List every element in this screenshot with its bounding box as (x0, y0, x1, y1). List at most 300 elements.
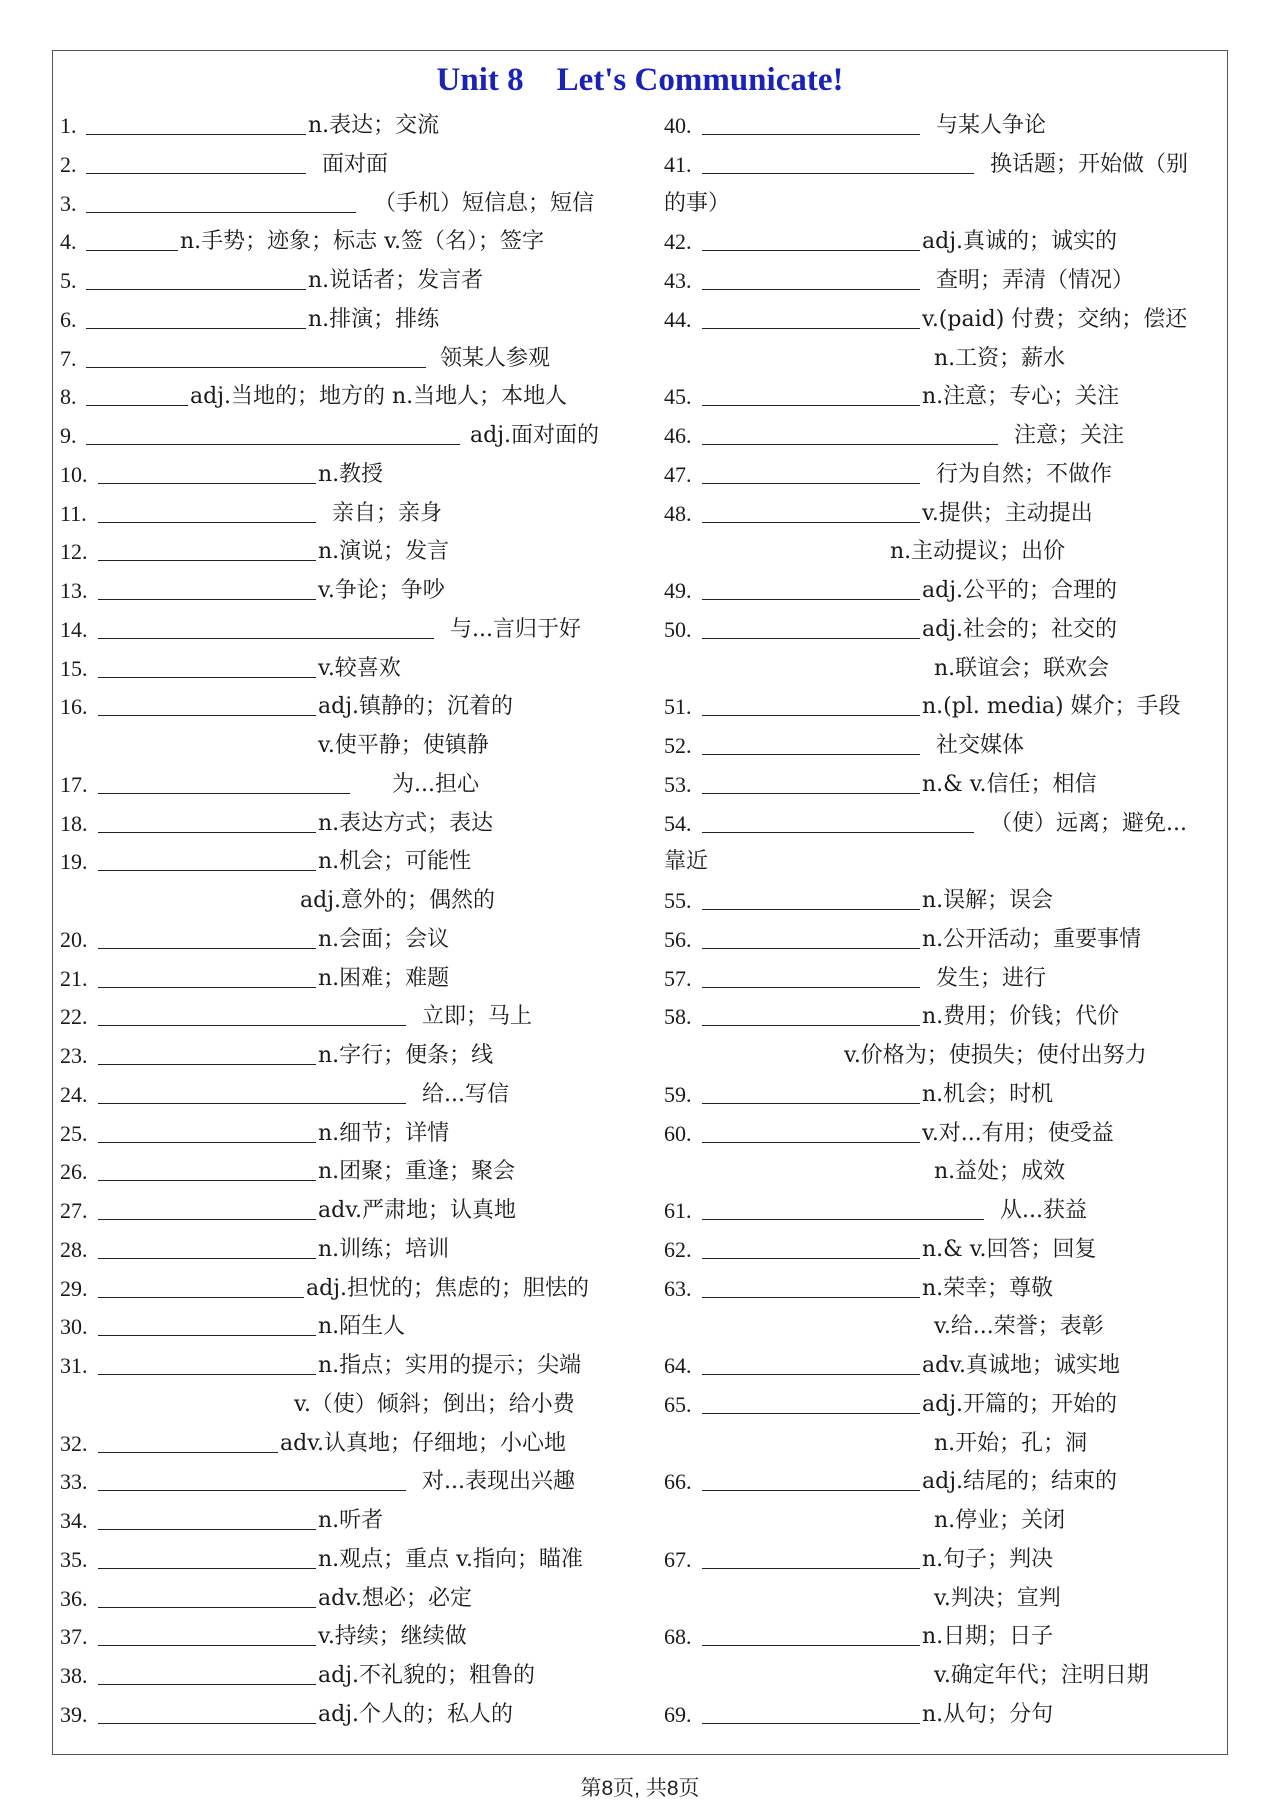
answer-blank[interactable] (98, 458, 316, 484)
definition-text: 立即；马上 (422, 1004, 533, 1030)
vocab-item (60, 1659, 620, 1693)
vocab-item (60, 535, 620, 569)
definition-text: （使）远离；避免... (990, 810, 1187, 836)
answer-blank[interactable] (98, 1155, 316, 1181)
definition-text: 注意；关注 (1014, 423, 1125, 448)
definition-text: n.句子；判决 (922, 1546, 1054, 1572)
vocab-item (60, 1582, 620, 1616)
definition-text: n.指点；实用的提示；尖端 (318, 1353, 582, 1378)
vocab-item (60, 419, 620, 453)
answer-blank[interactable] (98, 1427, 278, 1453)
item-number: 18. (60, 810, 88, 836)
answer-blank[interactable] (98, 845, 316, 871)
item-number: 2. (60, 151, 77, 177)
definition-text: adj.结尾的；结束的 (922, 1469, 1118, 1495)
item-number: 7. (60, 345, 77, 371)
vocab-item (664, 923, 1224, 957)
answer-blank[interactable] (702, 380, 920, 406)
vocab-item (664, 1388, 1224, 1422)
answer-blank[interactable] (98, 1504, 316, 1530)
item-number: 50. (664, 616, 692, 642)
answer-blank[interactable] (86, 303, 306, 329)
vocab-item (60, 1117, 620, 1151)
vocab-item-continuation (664, 1427, 1224, 1461)
vocab-item (60, 768, 620, 802)
vocab-item (664, 148, 1224, 182)
item-number: 60. (664, 1120, 692, 1146)
item-number: 46. (664, 423, 692, 448)
answer-blank[interactable] (702, 458, 920, 484)
item-number: 67. (664, 1546, 692, 1572)
answer-blank[interactable] (702, 574, 920, 600)
item-number: 68. (664, 1624, 692, 1650)
definition-text: adj.当地的；地方的 n.当地人；本地人 (190, 384, 568, 410)
vocab-item (664, 1233, 1224, 1267)
definition-text: 与...言归于好 (450, 616, 581, 642)
answer-blank[interactable] (98, 652, 316, 678)
vocab-item (664, 613, 1224, 647)
answer-blank[interactable] (86, 225, 178, 251)
vocab-item-continuation (664, 1659, 1224, 1693)
definition-continuation: v.确定年代；注明日期 (934, 1663, 1149, 1688)
definition-text: v.提供；主动提出 (922, 500, 1093, 526)
definition-text: n.费用；价钱；代价 (922, 1004, 1120, 1030)
definition-text: adv.严肃地；认真地 (318, 1198, 517, 1223)
item-number: 19. (60, 849, 88, 875)
answer-blank[interactable] (702, 1465, 920, 1491)
answer-blank[interactable] (702, 497, 920, 523)
answer-blank[interactable] (86, 148, 306, 174)
answer-blank[interactable] (702, 768, 920, 794)
vocab-item (60, 690, 620, 724)
answer-blank[interactable] (98, 535, 316, 561)
item-number: 17. (60, 771, 88, 797)
item-number: 54. (664, 810, 692, 836)
vocab-item (664, 884, 1224, 918)
answer-blank[interactable] (702, 1194, 984, 1220)
item-number: 56. (664, 926, 692, 952)
vocab-item-continuation (664, 535, 1224, 569)
answer-blank[interactable] (702, 690, 920, 716)
answer-blank[interactable] (702, 1698, 920, 1724)
definition-text: n.会面；会议 (318, 926, 450, 952)
item-number: 63. (664, 1275, 692, 1301)
answer-blank[interactable] (702, 923, 920, 949)
answer-blank[interactable] (98, 1039, 316, 1065)
item-number: 47. (664, 461, 692, 487)
item-number: 16. (60, 694, 88, 720)
answer-blank[interactable] (702, 419, 998, 445)
item-number: 39. (60, 1701, 88, 1727)
definition-text: n.排演；排练 (308, 306, 440, 332)
item-number: 66. (664, 1469, 692, 1495)
answer-blank[interactable] (98, 1698, 316, 1724)
vocab-item (60, 962, 620, 996)
definition-text: n.训练；培训 (318, 1236, 450, 1262)
vocab-item (664, 1000, 1224, 1034)
item-number: 26. (60, 1159, 88, 1185)
item-number: 64. (664, 1353, 692, 1378)
definition-text: 给...写信 (422, 1081, 509, 1107)
item-number: 45. (664, 384, 692, 410)
answer-blank[interactable] (702, 1117, 920, 1143)
item-number: 30. (60, 1314, 88, 1340)
vocab-item (60, 303, 620, 337)
item-number: 24. (60, 1081, 88, 1107)
item-number: 53. (664, 771, 692, 797)
definition-text: 行为自然；不做作 (936, 461, 1113, 487)
vocab-item (60, 225, 620, 259)
definition-continuation: v.给...荣誉；表彰 (934, 1314, 1104, 1340)
item-number: 38. (60, 1663, 88, 1688)
vocab-item-continuation (664, 1504, 1224, 1538)
vocab-item (60, 1698, 620, 1732)
definition-text: n.机会；时机 (922, 1081, 1054, 1107)
item-number: 32. (60, 1430, 88, 1456)
vocab-item-continuation (664, 1039, 1224, 1073)
definition-text: v.争论；争吵 (318, 578, 445, 603)
definition-text: n.(pl. media) 媒介；手段 (922, 694, 1181, 720)
vocab-item (664, 1194, 1224, 1228)
vocab-item (664, 1117, 1224, 1151)
vocab-item (664, 768, 1224, 802)
answer-blank[interactable] (98, 1272, 304, 1298)
definition-continuation: v.使平静；使镇静 (318, 733, 489, 758)
definition-text: n.团聚；重逢；聚会 (318, 1159, 516, 1185)
definition-text: n.误解；误会 (922, 888, 1054, 913)
definition-text: v.(paid) 付费；交纳；偿还 (922, 306, 1188, 332)
answer-blank[interactable] (98, 1117, 316, 1143)
vocab-item-continuation (664, 187, 1224, 221)
item-number: 10. (60, 461, 88, 487)
definition-text: n.机会；可能性 (318, 849, 472, 875)
vocab-item (664, 1465, 1224, 1499)
vocab-item (60, 1310, 620, 1344)
vocab-item (664, 380, 1224, 414)
vocab-item (60, 497, 620, 531)
answer-blank[interactable] (702, 148, 974, 174)
answer-blank[interactable] (98, 1000, 406, 1026)
item-number: 4. (60, 229, 77, 255)
definition-text: n.手势；迹象；标志 v.签（名）；签字 (180, 229, 544, 255)
vocab-item-continuation (664, 845, 1224, 879)
vocab-item-continuation (60, 729, 620, 763)
item-number: 25. (60, 1120, 88, 1146)
vocab-item (664, 962, 1224, 996)
vocab-item (664, 807, 1224, 841)
vocab-item (664, 497, 1224, 531)
item-number: 11. (60, 500, 87, 526)
answer-blank[interactable] (702, 1349, 920, 1375)
answer-blank[interactable] (86, 342, 426, 368)
answer-blank[interactable] (86, 187, 356, 213)
definition-text: 从...获益 (1000, 1198, 1087, 1223)
vocab-item (60, 1543, 620, 1577)
answer-blank[interactable] (98, 1465, 406, 1491)
answer-blank[interactable] (86, 264, 306, 290)
vocab-item (664, 264, 1224, 298)
definition-text: adj.镇静的；沉着的 (318, 694, 514, 720)
answer-blank[interactable] (98, 1194, 316, 1220)
item-number: 20. (60, 926, 88, 952)
definition-text: n.& v.回答；回复 (922, 1236, 1097, 1262)
definition-text: （手机）短信息；短信 (374, 190, 595, 216)
vocab-item (664, 303, 1224, 337)
definition-continuation: 的事） (664, 190, 731, 216)
vocab-item (60, 1272, 620, 1306)
item-number: 42. (664, 229, 692, 255)
item-number: 49. (664, 578, 692, 603)
definition-text: v.对...有用；使受益 (922, 1120, 1114, 1146)
answer-blank[interactable] (702, 807, 974, 833)
vocab-item (60, 458, 620, 492)
definition-text: adj.真诚的；诚实的 (922, 229, 1118, 255)
vocab-item-continuation (664, 652, 1224, 686)
definition-text: 领某人参观 (440, 345, 551, 371)
definition-text: n.公开活动；重要事情 (922, 926, 1142, 952)
item-number: 3. (60, 190, 77, 216)
answer-blank[interactable] (98, 962, 316, 988)
definition-text: adj.不礼貌的；粗鲁的 (318, 1663, 536, 1688)
definition-text: 社交媒体 (936, 733, 1025, 758)
answer-blank[interactable] (98, 574, 316, 600)
vocab-item (664, 225, 1224, 259)
vocab-item (664, 729, 1224, 763)
answer-blank[interactable] (702, 1272, 920, 1298)
answer-blank[interactable] (702, 1620, 920, 1646)
answer-blank[interactable] (98, 1078, 406, 1104)
vocab-item (664, 1620, 1224, 1654)
answer-blank[interactable] (702, 884, 920, 910)
vocab-item (60, 1465, 620, 1499)
item-number: 35. (60, 1546, 88, 1572)
definition-text: 亲自；亲身 (332, 500, 443, 526)
definition-text: n.演说；发言 (318, 539, 450, 565)
definition-text: n.说话者；发言者 (308, 268, 484, 293)
vocab-item (664, 458, 1224, 492)
definition-text: n.& v.信任；相信 (922, 771, 1097, 797)
item-number: 23. (60, 1043, 88, 1068)
item-number: 52. (664, 733, 692, 758)
vocab-item (60, 807, 620, 841)
answer-blank[interactable] (86, 419, 460, 445)
vocab-item (60, 148, 620, 182)
item-number: 6. (60, 306, 77, 332)
vocab-item (60, 1504, 620, 1538)
definition-text: 为...担心 (392, 771, 479, 797)
vocab-item (60, 342, 620, 376)
definition-continuation: v.（使）倾斜；倒出；给小费 (294, 1391, 575, 1417)
vocab-item (60, 1078, 620, 1112)
vocab-item (60, 1194, 620, 1228)
answer-blank[interactable] (702, 1078, 920, 1104)
answer-blank[interactable] (702, 962, 920, 988)
vocab-item (60, 613, 620, 647)
vocab-item (60, 574, 620, 608)
definition-text: n.困难；难题 (318, 965, 450, 991)
answer-blank[interactable] (702, 1000, 920, 1026)
item-number: 1. (60, 113, 77, 138)
definition-text: n.日期；日子 (922, 1624, 1054, 1650)
answer-blank[interactable] (98, 1659, 316, 1685)
answer-blank[interactable] (98, 613, 434, 639)
definition-text: adj.公平的；合理的 (922, 578, 1118, 603)
answer-blank[interactable] (702, 729, 920, 755)
vocab-item (60, 1620, 620, 1654)
item-number: 55. (664, 888, 692, 913)
definition-text: v.较喜欢 (318, 655, 401, 681)
item-number: 31. (60, 1353, 88, 1378)
vocab-item-continuation (60, 884, 620, 918)
vocab-item (664, 1272, 1224, 1306)
definition-text: n.字行；便条；线 (318, 1043, 494, 1068)
item-number: 5. (60, 268, 77, 293)
definition-continuation: n.工资；薪水 (934, 345, 1066, 371)
answer-blank[interactable] (702, 303, 920, 329)
item-number: 21. (60, 965, 88, 991)
answer-blank[interactable] (702, 264, 920, 290)
vocab-item (60, 1000, 620, 1034)
answer-blank[interactable] (98, 1582, 316, 1608)
answer-blank[interactable] (702, 1233, 920, 1259)
vocab-item-continuation (664, 1155, 1224, 1189)
item-number: 28. (60, 1236, 88, 1262)
vocab-item (664, 1543, 1224, 1577)
item-number: 13. (60, 578, 88, 603)
item-number: 33. (60, 1469, 88, 1495)
vocab-item (60, 380, 620, 414)
vocab-item (60, 845, 620, 879)
page-title: Unit 8 Let's Communicate! (436, 62, 844, 98)
item-number: 58. (664, 1004, 692, 1030)
definition-text: 换话题；开始做（别 (990, 151, 1189, 177)
definition-text: adj.社会的；社交的 (922, 616, 1118, 642)
vocab-item-continuation (60, 1388, 620, 1422)
vocab-item (664, 1698, 1224, 1732)
item-number: 51. (664, 694, 692, 720)
answer-blank[interactable] (98, 497, 316, 523)
definition-text: n.观点；重点 v.指向；瞄准 (318, 1546, 583, 1572)
item-number: 40. (664, 113, 692, 138)
vocab-item (60, 264, 620, 298)
definition-text: 查明；弄清（情况） (936, 268, 1135, 293)
definition-text: adv.认真地；仔细地；小心地 (280, 1430, 567, 1456)
item-number: 27. (60, 1198, 88, 1223)
item-number: 41. (664, 151, 692, 177)
vocab-item (60, 1155, 620, 1189)
answer-blank[interactable] (98, 1349, 316, 1375)
answer-blank[interactable] (702, 1543, 920, 1569)
vocab-item (664, 109, 1224, 143)
answer-blank[interactable] (702, 109, 920, 135)
vocab-item (60, 1233, 620, 1267)
definition-text: adj.开篇的；开始的 (922, 1391, 1118, 1417)
answer-blank[interactable] (702, 1388, 920, 1414)
item-number: 29. (60, 1275, 88, 1301)
definition-text: 发生；进行 (936, 965, 1047, 991)
vocab-item (60, 923, 620, 957)
item-number: 15. (60, 655, 88, 681)
definition-text: n.陌生人 (318, 1314, 406, 1340)
definition-text: n.听者 (318, 1508, 384, 1533)
vocab-item (60, 1427, 620, 1461)
definition-text: n.从句；分句 (922, 1701, 1054, 1727)
definition-text: n.荣幸；尊敬 (922, 1275, 1054, 1301)
definition-continuation: v.判决；宣判 (934, 1585, 1061, 1611)
definition-text: adv.想必；必定 (318, 1585, 473, 1611)
item-number: 43. (664, 268, 692, 293)
definition-text: n.细节；详情 (318, 1120, 450, 1146)
item-number: 69. (664, 1701, 692, 1727)
answer-blank[interactable] (98, 1233, 316, 1259)
definition-continuation: n.停业；关闭 (934, 1508, 1066, 1533)
answer-blank[interactable] (98, 1310, 316, 1336)
item-number: 65. (664, 1391, 692, 1417)
item-number: 12. (60, 539, 88, 565)
item-number: 14. (60, 616, 88, 642)
definition-text: n.注意；专心；关注 (922, 384, 1120, 410)
definition-text: adj.担忧的；焦虑的；胆怯的 (306, 1275, 590, 1301)
vocab-item (60, 187, 620, 221)
definition-continuation: 靠近 (664, 849, 709, 875)
definition-text: adv.真诚地；诚实地 (922, 1353, 1121, 1378)
item-number: 48. (664, 500, 692, 526)
answer-blank[interactable] (702, 225, 920, 251)
vocab-item (664, 1349, 1224, 1383)
vocab-item-continuation (664, 1582, 1224, 1616)
vocab-item (60, 1349, 620, 1383)
definition-continuation: n.主动提议；出价 (890, 539, 1066, 565)
answer-blank[interactable] (702, 613, 920, 639)
item-number: 62. (664, 1236, 692, 1262)
item-number: 37. (60, 1624, 88, 1650)
definition-text: 与某人争论 (936, 113, 1047, 138)
item-number: 44. (664, 306, 692, 332)
vocab-item (664, 419, 1224, 453)
vocab-item (664, 574, 1224, 608)
item-number: 36. (60, 1585, 88, 1611)
vocab-item (60, 652, 620, 686)
item-number: 9. (60, 423, 77, 448)
vocab-item-continuation (664, 342, 1224, 376)
definition-continuation: n.益处；成效 (934, 1159, 1066, 1185)
vocab-item-continuation (664, 1310, 1224, 1344)
vocab-item (664, 690, 1224, 724)
definition-text: adj.个人的；私人的 (318, 1701, 514, 1727)
vocab-item (60, 1039, 620, 1073)
item-number: 8. (60, 384, 77, 410)
answer-blank[interactable] (98, 923, 316, 949)
answer-blank[interactable] (98, 807, 316, 833)
answer-blank[interactable] (86, 380, 188, 406)
answer-blank[interactable] (98, 1543, 316, 1569)
vocab-item (664, 1078, 1224, 1112)
item-number: 34. (60, 1508, 88, 1533)
definition-continuation: n.开始；孔；洞 (934, 1430, 1088, 1456)
answer-blank[interactable] (98, 1620, 316, 1646)
definition-text: n.教授 (318, 461, 384, 487)
answer-blank[interactable] (86, 109, 306, 135)
definition-text: n.表达；交流 (308, 113, 440, 138)
item-number: 59. (664, 1081, 692, 1107)
item-number: 57. (664, 965, 692, 991)
definition-text: adj.面对面的 (470, 423, 600, 448)
answer-blank[interactable] (98, 768, 350, 794)
page-footer: 第8页, 共8页 (580, 1777, 700, 1800)
definition-text: n.表达方式；表达 (318, 810, 494, 836)
vocab-item (60, 109, 620, 143)
answer-blank[interactable] (98, 690, 316, 716)
